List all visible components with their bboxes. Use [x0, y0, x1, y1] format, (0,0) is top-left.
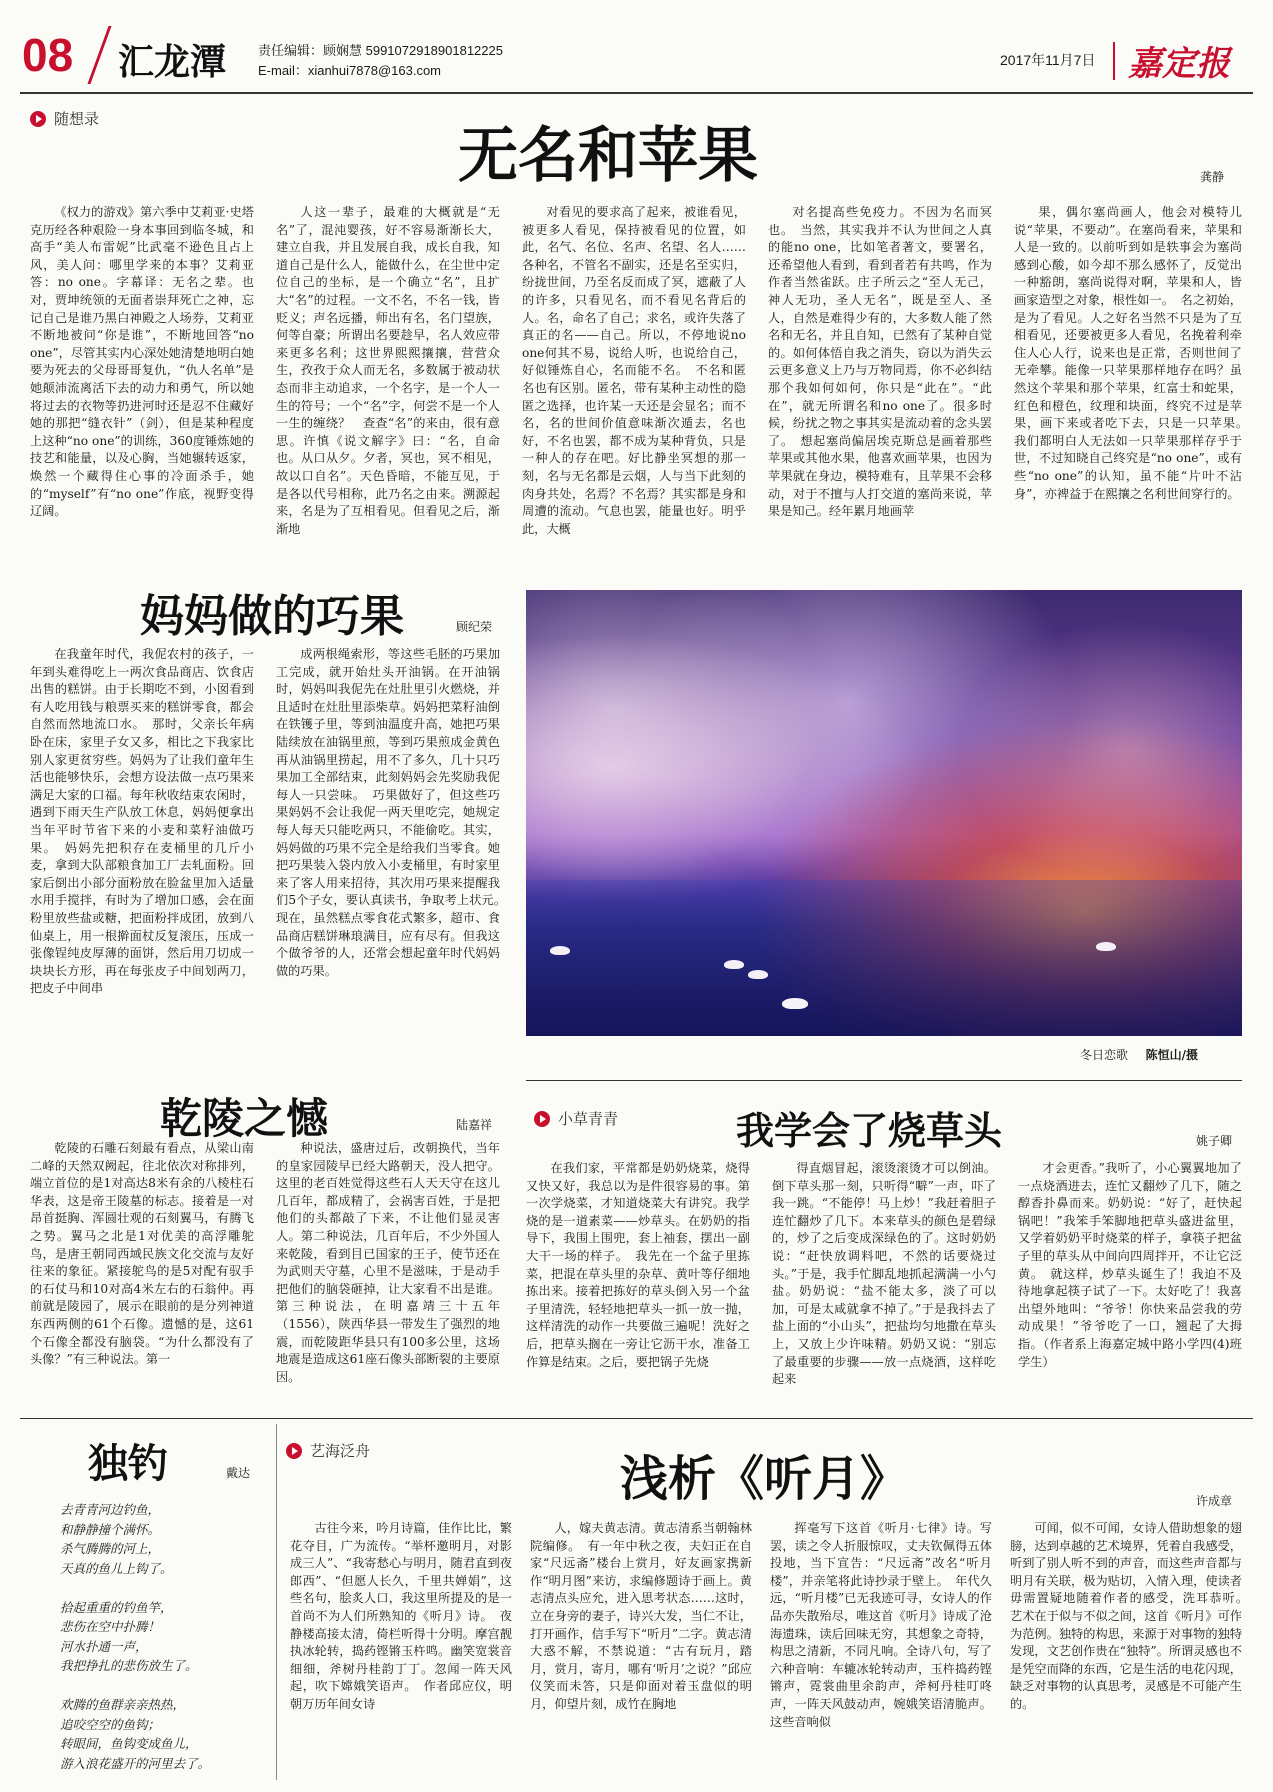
poem-line: 去青青河边钓鱼，	[60, 1502, 161, 1517]
poem-line: 杀气腾腾的河上，	[60, 1541, 161, 1556]
article-column: 古往今来，吟月诗篇，佳作比比，繁花夺目，广为流传。“举杯邀明月，对影成三人”、“我寄愁心与明月，随君直到夜郎西”、“但愿人长久，千里共婵娟”，这些名句，脍炙人口，我这里所提及的是一首尚不为人们所熟知的《听月》诗。 夜静楼高接太清，倚栏听得十分明。摩宫靓执冰轮转，捣药铿锵玉杵鸣。幽笑宽裳音细细，斧树丹桂韵丁丁。忽闻一阵天风起，吹下嫦娥笑语声。 作者邱应仪，明朝万历年间女诗	[290, 1521, 512, 1711]
poem-line	[60, 1578, 270, 1598]
frost-trees-left	[526, 590, 826, 890]
section-divider-slash	[87, 26, 111, 84]
winter-lake-photo	[526, 590, 1242, 1036]
section-label-suixianglu: 随想录	[30, 108, 99, 129]
poem-line: 拾起重重的钓鱼竿，	[60, 1599, 173, 1615]
article-column: 人，嫁夫黄志清。黄志清系当朝翰林院编修。 有一年中秋之夜，夫妇正在自家“尺远斋”楼台上赏月，好友画家携新作“明月图”来访，求编修题诗于画上。黄志清点头应允，进入思考状态……这时，立在身旁的妻子，诗兴大发，当仁不让，打开画作，信手写下“听月”二字。黄志清大惑不解，不禁说道：“古有玩月，踏月，赏月，寄月，哪有‘听月’之说？”邱应仪笑而未答，只是仰面对着玉盘似的明月，仰望片刻，成竹在胸地	[530, 1521, 752, 1711]
play-circle-icon	[30, 111, 46, 127]
photo-caption: 冬日恋歌 陈恒山/摄	[1080, 1048, 1199, 1062]
article-column: 对名提高些免疫力。不因为名而冥也。 当然，其实我并不认为世间之人真的能no one，比如笔者著文，要署名，还希望他人看到，看到者若有共鸣，作为作者当然雀跃。庄子所云之“至人无己，神人无功，圣人无名”，既是至人、圣人，自然是难得少有的，大多数人能了然名和无名，并且自知，已然有了某种自觉的。如何体悟自我之消失，窃以为消失云云更多意义上乃与万物同焉，你不必纠结那个我如何如何，你只是“此在”。“此在”，就无所谓名和no one了。很多时候，纷扰之物之事其实是流动着的念头罢了。 想起塞尚偏居埃克斯总是画着那些苹果或其他水果，他喜欢画苹果，也因为苹果就在身边，模特难有，且苹果不会移动，对于不擅与人打交道的塞尚来说，苹果是知己。经年累月地画苹	[768, 205, 992, 519]
poem-line: 欢腾的鱼群亲亲热热，	[60, 1697, 186, 1712]
article-title: 我学会了烧草头	[736, 1108, 1003, 1153]
article-title: 乾陵之憾	[160, 1094, 329, 1143]
paper-logo: 嘉定报	[1128, 44, 1230, 84]
header-divider	[1113, 42, 1115, 80]
article-column: 果，偶尔塞尚画人，他会对模特儿说“苹果，不要动”。在塞尚看来，苹果和人是一致的。以前听到如是轶事会为塞尚感到心酸，如今却不那么感怀了，反觉出一种豁朗，塞尚说得对啊，苹果和人，皆画家造型之对象，根性如一。 名之初始，是为了看见。人之好名当然不只是为了互相看见，还要被更多人看见，名挽着利牵住人心人行，说来也是正常，否则世间了无牵攀。能像一只苹果那样地存在吗？虽然这个苹果和那个苹果，红富士和蛇果，红色和橙色，纹理和块面，终究不过是苹果，画下来或者吃下去，只是一只苹果。 我们都明白人无法如一只苹果那样存乎于世，不过知晓自己终究是“no one”，或有些“no one”的认知，虽不能“片叶不沾身”，亦裨益于在熙攘之名利世间穿行的。	[1014, 205, 1255, 501]
poem-line: 追咬空空的鱼钩；	[60, 1716, 161, 1732]
issue-date: 2017年11月7日	[1000, 52, 1096, 68]
article-column: 在我童年时代，我伲农村的孩子，一年到头难得吃上一两次食品商店、饮食店出售的糕饼。由于长期吃不到，小囡看到有人吃用钱与粮票买来的糕饼零食，都会自然而然地流口水。 那时，父亲长年病卧在床，家里子女又多，相比之下我家比别人家更贫穷些。妈妈为了让我们童年生活也能够快乐，会想方设法做一点巧果来满足大家的口福。每年秋收结束农闲时，遇到下雨天生产队放工休息，妈妈便拿出当年平时节省下来的小麦和菜籽油做巧果。 妈妈先把积存在麦桶里的几斤小麦，拿到大队部粮食加工厂去轧面粉。回家后倒出小部分面粉放在脸盆里加入适量水用手搅拌，有时为了增加口感，会在面粉里放些盐或糖，把面粉拌成团，放到八仙桌上，用一根擀面杖反复滚压，压成一张像锃纯皮厚薄的面饼，然后用刀切成一块块长方形，再在每张皮子中间划两刀，把皮子中间串	[30, 647, 254, 996]
play-circle-icon	[534, 1111, 550, 1127]
article-column: 在我们家，平常都是奶奶烧菜，烧得又快又好，我总以为是件很容易的事。第一次学烧菜，才知道烧菜大有讲究。我学烧的是一道素菜——炒草头。在奶奶的指导下，我围上围兜，套上袖套，摆出一副大干一场的样子。 我先在一个盆子里拣菜，把混在草头里的杂草、黄叶等仔细地拣出来。接着把拣好的草头倒入另一个盆子里清洗，轻轻地把草头一抓一放一抛，这样清洗的动作一共要做三遍呢！洗好之后，把草头搁在一旁让它沥干水，准备工作算是结束。之后，要把锅子先烧	[526, 1161, 750, 1369]
editor-line: 责任编辑：顾娴慧 5991072918901812225	[258, 43, 503, 58]
page-number: 08	[22, 29, 74, 81]
article-column: 对看见的要求高了起来，被谁看见，被更多人看见，保持被看见的位置，如此，名气、名位、名声、名望、名人……各种名，不管名不副实，还是名至实归，纷拢世间，乃至名反而成了冥，遮蔽了人的许多，只看见名，而不看见名背后的人。名，命名了自己；求名，或许失落了真正的名——自己。所以，不停地说no one何其不易，说给人听，也说给自己，好似锤炼自心，名而能不名。 不名和匿名也有区别。匿名，带有某种主动性的隐匿之选择，也许某一天还是会显名；而不名，名的世间价值意味渐次遁去，名也好，不名也罢，都不成为某种背负，只是一种人的存在吧。好比静坐冥想的那一刻，名与无名都是云烟，人与当下此刻的肉身共处，名焉？不名焉？其实都是身和周遭的流动。气息也罢，能量也好。明乎此，大概	[522, 205, 746, 536]
play-circle-icon	[286, 1443, 302, 1459]
lake-water	[526, 880, 1242, 1036]
poem-line	[60, 1676, 270, 1696]
article-column: 乾陵的石雕石刻最有看点，从梁山南二峰的天然双阙起，往北依次对称排列，端立首位的是1对高达8米有余的八棱柱石华表，这是帝王陵墓的标志。接着是一对昂首挺胸、浑圆壮观的石刻翼马，有腾飞之势。翼马之北是1对优美的高浮雕鸵鸟，是唐王朝同西域民族文化交流与友好往来的象征。紧接鸵鸟的是5对配有驭手的石仗马和10对高4米左右的石翁仲。再前就是陵园了，展示在眼前的是分列神道东西两侧的61个石像。遗憾的是，这61个石像全都没有脑袋。“为什么都没有了头像？”有三种说法。第一	[30, 1141, 254, 1367]
divider	[20, 1418, 1253, 1419]
section-label-yihai: 艺海泛舟	[286, 1440, 370, 1461]
article-author: 戴达	[226, 1466, 251, 1480]
article-column: 人这一辈子，最难的大概就是“无名”了，混沌婴孩，好不容易渐渐长大，建立自我，并且发展自我，成长自我，知道自己是什么人，能做什么，在尘世中定位自己的坐标，是一个确立“名”，且扩大“名”的过程。一文不名，不名一钱，皆贬义；声名远播，师出有名，名门望族，何等自豪；所谓出名要趁早，名人效应带来更多名利；这世界熙熙攘攘，营营众生，孜孜于众人而无名，多数属于被动状态而非主动追求，一个名字，是一个人一生的符号；一个“名”字，何尝不是一个人一生的缠绕？ 查查“名”的来由，很有意思。许慎《说文解字》曰：“名，自命也。从口从夕。夕者，冥也，冥不相见，故以口自名”。天色昏暗，不能互见，于是各以代号相称，此乃名之由来。溯源起来，名是为了互相看见。但看见之后，渐渐地	[276, 205, 500, 536]
poem-line: 我把挣扎的悲伤放生了。	[60, 1658, 198, 1673]
article-column: 成两根绳索形，等这些毛胚的巧果加工完成，就开始灶头开油锅。在开油锅时，妈妈叫我伲先在灶肚里引火燃烧，并且适时在灶肚里添柴草。妈妈把菜籽油倒在铁镬子里，等到油温度升高，她把巧果陆续放在油锅里煎，等到巧果煎成金黄色再从油锅里捞起，用不了多久，几十只巧果加工全部结束，此刻妈妈会先奖励我伲每人一只尝味。 巧果做好了，但这些巧果妈妈不会让我伲一两天里吃完，她规定每人每天只能吃两只，不能偷吃。其实，妈妈做的巧果不完全是给我们当零食。她把巧果装入袋内放入小麦桶里，有时家里来了客人用来招待，其次用巧果来提醒我们5个子女，要认真读书，争取考上状元。 现在，虽然糕点零食花式繁多，超市、食品商店糕饼琳琅满目，应有尽有。但我这个做爷爷的人，还常会想起童年时代妈妈做的巧果。	[276, 647, 513, 978]
article-title: 妈妈做的巧果	[140, 591, 404, 642]
article-column: 《权力的游戏》第六季中艾莉亚·史塔克历经各种艰险一身本事回到临冬城，和高手“美人布雷妮”比武毫不逊色且占上风，美人问：哪里学来的本事？艾莉亚答：no one。字幕译：无名之辈。也对，贾坤统领的无面者崇拜死亡之神，忘记自己是谁乃黑白神殿之人场券，艾莉亚不断地被问“你是谁”，不断地回答“no one”，尽管其实内心深处她清楚地明白她要为死去的父母哥哥复仇，“仇人名单”是她颠沛流离活下去的动力和勇气，所以她将过去的衣物等扔进河时还是忍不住藏好她的那把“缝衣针”（剑），但是某种程度上这种“no one”的训练，360度锤炼她的技艺和能量，以及心胸，当她辗转返家，焕然一个藏得住心事的冷面杀手，她的“myself”有“no one”作底，视野变得辽阔。	[30, 205, 254, 519]
poem-line: 天真的鱼儿上钩了。	[60, 1560, 173, 1576]
poem-line: 游入浪花盛开的河里去了。	[60, 1755, 211, 1771]
article-author: 许成章	[1196, 1494, 1233, 1508]
swan-4	[782, 998, 808, 1009]
poem-body	[60, 1500, 270, 1780]
poem-line: 悲伤在空中扑腾！	[60, 1619, 161, 1634]
article-author: 顾纪荣	[456, 620, 493, 634]
article-title: 独钓	[88, 1440, 168, 1487]
article-author: 姚子卿	[1196, 1134, 1233, 1148]
swan-1	[550, 946, 570, 955]
swan-5	[1096, 942, 1116, 951]
article-column: 种说法，盛唐过后，改朝换代，当年的皇家园陵早已经大路朝天，没人把守。这里的老百姓觉得这些石人天天守在这儿几百年，都成精了，会祸害百姓，于是把他们的头都敲了下来，不让他们显灵害人。第二种说法，几百年后，不少外国人来乾陵，看到目已国家的王子，使节还在为武则天守墓，心里不是滋味，于是动手把他们的脑袋砸掉，让大家看不出是谁。第三种说法，在明嘉靖三十五年（1556），陕西华县一带发生了强烈的地震，而乾陵距华县只有100多公里，这场地震是造成这61座石像头部断裂的主要原因。	[276, 1141, 500, 1384]
vertical-divider	[276, 1424, 277, 1780]
section-label-xiaocao: 小草青青	[534, 1108, 618, 1129]
article-author: 陆嘉祥	[456, 1118, 493, 1132]
masthead	[0, 0, 1273, 92]
section-name: 汇龙潭	[118, 41, 227, 83]
header-rule	[20, 92, 1253, 94]
article-column: 挥毫写下这首《听月·七律》诗。写罢，读之令人折服惊叹，丈夫钦佩得五体投地，当下宣告：“尺远斋”改名“听月楼”，并亲笔将此诗抄录于壁上。 年代久远，“听月楼”已无我迹可寻，女诗人的作品亦失散殆尽，唯这首《听月》诗成了沧海遗珠，读后回味无穷，其想象之奇特，构思之清新，不同凡响。全诗八句，写了六种音响：车辘冰轮转动声，玉杵捣药铿锵声，霓裳曲里余韵声，斧柯丹桂叮咚声，一阵天风鼓动声，婉娥笑语清脆声。这些音响似	[770, 1521, 992, 1729]
article-title: 无名和苹果	[458, 121, 758, 191]
email-line: E-mail：xianhui7878@163.com	[258, 63, 442, 78]
article-author: 龚静	[1200, 170, 1225, 184]
article-column: 才会更香。”我听了，小心翼翼地加了一点烧酒进去，连忙又翻炒了几下，随之醇香扑鼻而来。奶奶说：“好了，赶快起锅吧！”我笨手笨脚地把草头盛进盆里，又学着奶奶平时烧菜的样子，拿筷子把盆子里的草头从中间向四周拌开，不让它泛黄。 就这样，炒草头诞生了！我迫不及待地拿起筷子试了一下。太好吃了！我喜出望外地叫：“爷爷！你快来品尝我的劳动成果！”爷爷吃了一口，翘起了大拇指。（作者系上海嘉定城中路小学四(4)班学生）	[1018, 1161, 1242, 1369]
poem-line: 和静静撞个满怀。	[60, 1521, 161, 1537]
divider	[526, 1080, 1242, 1081]
poem-line: 转眼间，鱼钩变成鱼儿，	[60, 1736, 198, 1751]
article-column: 可闻，似不可闻，女诗人借助想象的翅膀，达到卓越的艺术境界，凭着自我感受，听到了别人听不到的声音，而这些声音都与明月有关联，极为贴切，入情入理，使读者毋需置疑地随着作者的感受，洗耳恭听。 艺术在于似与不似之间，这首《听月》可作为范例。独特的构思，来源于对事物的独特发现，文艺创作贵在“独特”。所谓灵感也不是凭空而降的东西，它是生活的电花闪现，缺乏对事物的认真思考，灵感是不可能产生的。	[1010, 1521, 1255, 1711]
swan-2	[724, 960, 744, 969]
frost-trees-right	[956, 620, 1242, 880]
article-title: 浅析《听月》	[620, 1451, 909, 1507]
article-column: 得直烟冒起，滚烫滚烫才可以倒油。倒下草头那一刻，只听得“噼”一声，吓了我一跳。“不能停！马上炒！”我赶着胆子连忙翻炒了几下。本来草头的颜色是碧绿的，炒了之后变成深绿色的了。这时奶奶说：“赶快放调料吧，不然的话要烧过头。”于是，我手忙脚乱地抓起满满一小勺盐。奶奶说：“盐不能太多，淡了可以加，可是太咸就拿不掉了。”于是我抖去了盐上面的“小山头”，把盐均匀地撒在草头上，又放上少许味精。奶奶又说：“别忘了最重要的步骤——放一点烧酒，这样吃起来	[772, 1161, 996, 1387]
swan-3	[748, 970, 768, 979]
poem-line: 河水扑通一声，	[60, 1638, 148, 1654]
